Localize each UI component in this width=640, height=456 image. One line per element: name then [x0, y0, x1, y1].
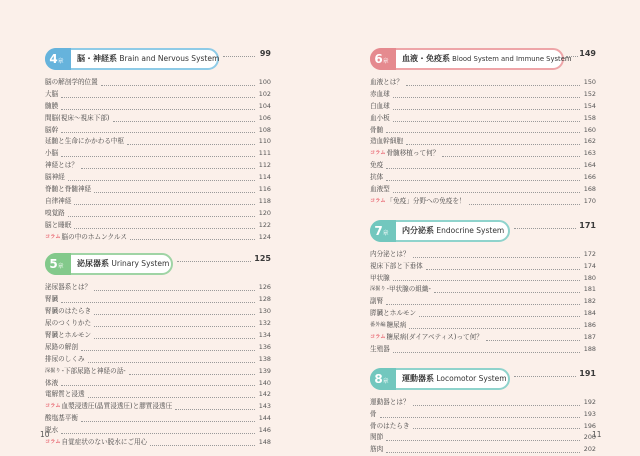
entry-label: 脱水 — [45, 426, 59, 435]
entry-label: 血液とは？ — [370, 77, 403, 86]
entry-page-number: 144 — [258, 414, 271, 423]
entry-label: 電解質と浸透 — [45, 390, 85, 399]
toc-entry[interactable] — [370, 172, 596, 184]
entry-label: 腎臓のはたらき — [45, 307, 92, 316]
entry-page-number: 143 — [258, 402, 271, 411]
entry-page-number: 111 — [258, 149, 271, 158]
chapter-7-pill — [370, 220, 510, 242]
entry-label: 筋肉 — [370, 445, 384, 454]
entry-label: 視床下部と下垂体 — [370, 261, 423, 270]
entry-label: 尿路の解剖 — [45, 342, 78, 351]
entry-label: 酸塩基平衡 — [45, 414, 78, 423]
toc-entry[interactable] — [370, 421, 596, 433]
leader-dots — [68, 180, 255, 181]
entry-page-number: 120 — [258, 208, 271, 217]
toc-entry[interactable] — [45, 306, 271, 318]
leader-dots — [426, 269, 580, 270]
chapter-5-badge — [45, 253, 71, 275]
leader-dots — [386, 132, 580, 133]
chapter-6-heading[interactable] — [370, 48, 596, 74]
leader-dots — [386, 180, 580, 181]
entry-page-number: 162 — [583, 137, 596, 146]
chapter-number: 7 — [374, 223, 383, 238]
toc-entry[interactable] — [45, 342, 271, 354]
entry-page-number: 180 — [583, 273, 596, 282]
chapter-unit: 章 — [382, 377, 389, 385]
chapter-title: 泌尿器系 — [77, 259, 109, 269]
leader-dots — [393, 121, 580, 122]
leader-dots — [486, 340, 580, 341]
entry-label: 糖尿病(ダイアベティス)って何？ — [386, 333, 483, 342]
toc-entry[interactable] — [45, 294, 271, 306]
leader-dots — [150, 445, 255, 446]
entry-tag: 深掘り — [370, 286, 386, 293]
right-page — [370, 48, 596, 456]
toc-entry[interactable] — [45, 413, 271, 425]
toc-entry[interactable] — [370, 409, 596, 421]
chapter-title-en: Locomotor System — [436, 373, 507, 383]
leader-dots — [409, 328, 580, 329]
toc-entry[interactable] — [370, 332, 596, 344]
toc-entry[interactable] — [45, 89, 271, 101]
leader-dots — [380, 417, 580, 418]
leader-dots — [413, 428, 580, 429]
entry-page-number: 122 — [258, 220, 271, 229]
leader-dots — [113, 121, 256, 122]
entry-page-number: 166 — [583, 173, 596, 182]
leader-dots — [386, 440, 580, 441]
toc-entry[interactable] — [370, 320, 596, 332]
chapter-page-number: 191 — [579, 368, 596, 378]
toc-entry[interactable] — [45, 113, 271, 125]
leader-dots — [469, 204, 580, 205]
toc-entry[interactable] — [370, 148, 596, 160]
entry-page-number: 152 — [583, 89, 596, 98]
entry-page-number: 124 — [258, 232, 271, 241]
toc-entry[interactable] — [370, 113, 596, 125]
entry-label: 白血球 — [370, 101, 390, 110]
toc-entry[interactable] — [370, 344, 596, 356]
toc-entry[interactable] — [45, 282, 271, 294]
entry-page-number: 200 — [583, 433, 596, 442]
toc-entry[interactable] — [370, 101, 596, 113]
chapter-page-number: 171 — [579, 220, 596, 230]
entry-page-number: 102 — [258, 89, 271, 98]
leader-dots — [68, 216, 255, 217]
entry-label: 小脳 — [45, 149, 59, 158]
entry-page-number: 181 — [583, 285, 596, 294]
entry-tag: 番外編 — [370, 322, 386, 329]
chapter-6-pill — [370, 48, 572, 70]
entry-tag: コラム — [45, 403, 61, 410]
toc-entry[interactable] — [45, 220, 271, 232]
entry-page-number: 140 — [258, 378, 271, 387]
chapter-title-en: Brain and Nervous System — [119, 54, 220, 63]
leader-dots — [393, 109, 580, 110]
toc-entry[interactable] — [370, 77, 596, 89]
entry-label: 甲状腺 — [370, 273, 390, 282]
entry-label: 造血幹細胞 — [370, 137, 403, 146]
toc-entry[interactable] — [370, 432, 596, 444]
chapter-title-en: Urinary System — [111, 259, 170, 269]
leader-dots — [94, 192, 255, 193]
chapter-title: 脳・神経系 — [77, 54, 117, 63]
leader-dots — [514, 228, 576, 229]
chapter-7-entries — [370, 249, 596, 356]
toc-entry[interactable] — [45, 318, 271, 330]
entry-page-number: 160 — [583, 125, 596, 134]
toc-entry[interactable] — [45, 330, 271, 342]
chapter-unit: 章 — [382, 229, 389, 237]
entry-label: 副腎 — [370, 297, 384, 306]
leader-dots — [434, 292, 580, 293]
entry-page-number: 128 — [258, 295, 271, 304]
entry-label: -下部尿路と神経の話- — [61, 366, 126, 375]
toc-entry[interactable] — [45, 208, 271, 220]
leader-dots — [88, 362, 255, 363]
entry-label: 脳の中のホムンクルス — [61, 232, 127, 241]
chapter-8-heading[interactable] — [370, 368, 596, 394]
entry-page-number: 139 — [258, 366, 271, 375]
entry-label: 内分泌とは？ — [370, 249, 410, 258]
entry-label: 血液型 — [370, 185, 390, 193]
toc-entry[interactable] — [45, 389, 271, 401]
toc-entry[interactable] — [45, 232, 271, 244]
leader-dots — [74, 228, 255, 229]
entry-label: 間脳(視床〜視床下部) — [45, 113, 110, 122]
entry-label: 糖尿病 — [386, 321, 407, 330]
page-number-left: 10 — [40, 430, 50, 439]
entry-page-number: 136 — [258, 342, 271, 351]
entry-tag: コラム — [45, 439, 61, 446]
chapter-7-badge — [370, 220, 396, 242]
entry-page-number: 164 — [583, 161, 596, 170]
entry-label: 髄膜 — [45, 101, 59, 110]
leader-dots — [61, 385, 255, 386]
entry-label: 骨髄移植って何？ — [386, 149, 440, 158]
chapter-title: 血液・免疫系 — [402, 54, 450, 63]
leader-dots — [419, 316, 580, 317]
entry-label: 赤血球 — [370, 89, 390, 98]
chapter-7-heading[interactable] — [370, 220, 596, 246]
entry-label: 脳と睡眠 — [45, 220, 72, 229]
toc-entry[interactable] — [370, 284, 596, 296]
chapter-number: 6 — [374, 52, 383, 66]
toc-entry[interactable] — [45, 184, 271, 196]
chapter-number: 8 — [374, 371, 383, 386]
entry-page-number: 186 — [583, 321, 596, 330]
entry-page-number: 148 — [258, 438, 271, 447]
toc-entry[interactable] — [45, 77, 271, 89]
leader-dots — [127, 144, 255, 145]
chapter-5-entries — [45, 282, 271, 448]
toc-entry[interactable] — [45, 148, 271, 160]
leader-dots — [61, 433, 255, 434]
toc-entry[interactable] — [45, 437, 271, 449]
toc-entry[interactable] — [370, 397, 596, 409]
chapter-page-number: 99 — [259, 49, 271, 58]
toc-entry[interactable] — [370, 196, 596, 208]
entry-label: 脳神経 — [45, 173, 65, 182]
entry-page-number: 150 — [583, 77, 596, 86]
toc-entry[interactable] — [370, 136, 596, 148]
entry-label: 自覚症状のない脱水にご用心 — [61, 438, 148, 447]
toc-entry[interactable] — [370, 261, 596, 273]
leader-dots — [88, 397, 255, 398]
toc-entry[interactable] — [45, 160, 271, 172]
leader-dots — [81, 421, 255, 422]
entry-page-number: 158 — [583, 113, 596, 122]
entry-page-number: 142 — [258, 390, 271, 399]
entry-label: 骨髄 — [370, 125, 384, 134]
entry-page-number: 126 — [258, 283, 271, 292]
entry-page-number: 110 — [258, 137, 271, 146]
entry-page-number: 104 — [258, 101, 271, 110]
entry-page-number: 114 — [258, 173, 271, 182]
chapter-title-en: Endocrine System — [436, 225, 505, 235]
left-page — [45, 48, 271, 449]
chapter-number: 4 — [49, 52, 58, 66]
leader-dots — [406, 85, 580, 86]
leader-dots — [413, 405, 580, 406]
leader-dots — [61, 156, 255, 157]
entry-page-number: 187 — [583, 333, 596, 342]
entry-label: 自律神経 — [45, 196, 72, 205]
leader-dots — [393, 97, 580, 98]
entry-label: 腎臓とホルモン — [45, 331, 92, 340]
chapter-8-entries — [370, 397, 596, 456]
entry-label: 嗅覚路 — [45, 208, 65, 217]
entry-page-number: 163 — [583, 149, 596, 158]
entry-page-number: 196 — [583, 421, 596, 430]
leader-dots — [386, 304, 580, 305]
entry-label: 膵臓とホルモン — [370, 309, 417, 318]
toc-entry[interactable] — [370, 160, 596, 172]
entry-label: 脳幹 — [45, 125, 59, 134]
entry-label: 血小板 — [370, 113, 390, 122]
toc-entry[interactable] — [370, 89, 596, 101]
entry-label: 排尿のしくみ — [45, 354, 85, 363]
entry-label: 骨のはたらき — [370, 421, 410, 430]
entry-page-number: 193 — [583, 409, 596, 418]
entry-page-number: 118 — [258, 196, 271, 205]
chapter-unit: 章 — [382, 58, 389, 65]
chapter-6-entries — [370, 77, 596, 208]
entry-tag: コラム — [45, 233, 61, 240]
entry-label: 尿のつくりかた — [45, 319, 92, 328]
toc-entry[interactable] — [45, 425, 271, 437]
toc-entry[interactable] — [45, 125, 271, 137]
entry-page-number: 192 — [583, 397, 596, 406]
leader-dots — [442, 156, 580, 157]
leader-dots — [129, 374, 255, 375]
leader-dots — [94, 290, 255, 291]
entry-label: 神経とは？ — [45, 161, 78, 170]
leader-dots — [61, 132, 255, 133]
toc-entry[interactable] — [45, 136, 271, 148]
entry-page-number: 108 — [258, 125, 271, 134]
toc-entry[interactable] — [370, 184, 596, 196]
toc-entry[interactable] — [45, 354, 271, 366]
toc-entry[interactable] — [370, 308, 596, 320]
entry-label: 腎臓 — [45, 295, 59, 304]
leader-dots — [94, 338, 255, 339]
entry-label: 脳の解剖学的位置 — [45, 77, 98, 86]
entry-label: -甲状腺の組織- — [386, 285, 431, 294]
leader-dots — [393, 280, 580, 281]
leader-dots — [101, 85, 255, 86]
entry-page-number: 112 — [258, 161, 271, 170]
chapter-4-entries — [45, 77, 271, 243]
entry-label: 「免疫」分野への免疫を！ — [386, 196, 466, 205]
leader-dots — [393, 352, 580, 353]
leader-dots — [74, 204, 255, 205]
entry-label: 抗体 — [370, 173, 384, 182]
leader-dots — [94, 326, 255, 327]
entry-page-number: 202 — [583, 445, 596, 454]
leader-dots — [61, 109, 255, 110]
leader-dots — [94, 314, 255, 315]
chapter-6-badge — [370, 48, 396, 70]
chapter-number: 5 — [49, 257, 58, 272]
chapter-title: 運動器系 — [402, 373, 434, 383]
chapter-page-number: 125 — [254, 254, 271, 264]
entry-page-number: 130 — [258, 307, 271, 316]
entry-label: 生殖器 — [370, 344, 390, 353]
entry-page-number: 172 — [583, 249, 596, 258]
leader-dots — [413, 257, 580, 258]
chapter-5-heading[interactable] — [45, 253, 271, 279]
toc-entry[interactable] — [45, 401, 271, 413]
chapter-unit: 章 — [57, 263, 64, 271]
entry-label: 免疫 — [370, 161, 384, 170]
toc-entry[interactable] — [370, 249, 596, 261]
entry-tag: 深掘り — [45, 367, 61, 374]
leader-dots — [386, 168, 580, 169]
chapter-page-number: 149 — [579, 49, 596, 58]
chapter-5-pill — [45, 253, 173, 275]
entry-page-number: 106 — [258, 113, 271, 122]
entry-label: 延髄と生命にかかわる中枢 — [45, 137, 125, 146]
entry-page-number: 132 — [258, 319, 271, 328]
entry-page-number: 170 — [583, 196, 596, 205]
entry-page-number: 134 — [258, 331, 271, 340]
chapter-4-heading[interactable] — [45, 48, 271, 74]
leader-dots — [175, 409, 255, 410]
leader-dots — [406, 144, 580, 145]
entry-page-number: 188 — [583, 344, 596, 353]
entry-page-number: 154 — [583, 101, 596, 110]
entry-label: 血漿浸透圧(晶質浸透圧)と膠質浸透圧 — [61, 402, 173, 411]
chapter-4-badge — [45, 48, 71, 70]
leader-dots — [61, 302, 255, 303]
entry-label: 泌尿器系とは？ — [45, 283, 92, 292]
entry-page-number: 168 — [583, 185, 596, 193]
entry-page-number: 138 — [258, 354, 271, 363]
leader-dots — [81, 350, 255, 351]
chapter-8-badge — [370, 368, 396, 390]
leader-dots — [61, 97, 255, 98]
leader-dots — [223, 56, 255, 57]
leader-dots — [130, 239, 255, 240]
leader-dots — [514, 376, 576, 377]
chapter-4-pill — [45, 48, 219, 70]
toc-entry[interactable] — [45, 101, 271, 113]
entry-label: 骨 — [370, 409, 377, 418]
toc-entry[interactable] — [370, 296, 596, 308]
toc-entry[interactable] — [370, 125, 596, 137]
toc-entry[interactable] — [45, 366, 271, 378]
entry-page-number: 100 — [258, 77, 271, 86]
entry-page-number: 174 — [583, 261, 596, 270]
toc-entry[interactable] — [370, 444, 596, 456]
leader-dots — [177, 261, 251, 262]
toc-entry[interactable] — [45, 196, 271, 208]
toc-entry[interactable] — [45, 378, 271, 390]
entry-label: 体液 — [45, 378, 59, 387]
entry-label: 大脳 — [45, 89, 59, 98]
chapter-unit: 章 — [57, 58, 64, 65]
entry-tag: コラム — [370, 197, 386, 204]
entry-page-number: 146 — [258, 426, 271, 435]
entry-page-number: 182 — [583, 297, 596, 306]
toc-entry[interactable] — [45, 172, 271, 184]
entry-label: 運動器とは？ — [370, 397, 410, 406]
leader-dots — [566, 56, 578, 57]
toc-entry[interactable] — [370, 273, 596, 285]
entry-page-number: 116 — [258, 185, 271, 193]
leader-dots — [393, 192, 580, 193]
entry-tag: コラム — [370, 334, 386, 341]
chapter-title: 内分泌系 — [402, 225, 434, 235]
entry-page-number: 184 — [583, 309, 596, 318]
entry-label: 関節 — [370, 433, 384, 442]
chapter-title-en: Blood System and Immune System — [452, 55, 572, 63]
chapter-8-pill — [370, 368, 510, 390]
leader-dots — [81, 168, 255, 169]
page-number-right: 11 — [592, 430, 602, 439]
entry-tag: コラム — [370, 150, 386, 157]
entry-label: 脊髄と脊髄神経 — [45, 185, 92, 193]
